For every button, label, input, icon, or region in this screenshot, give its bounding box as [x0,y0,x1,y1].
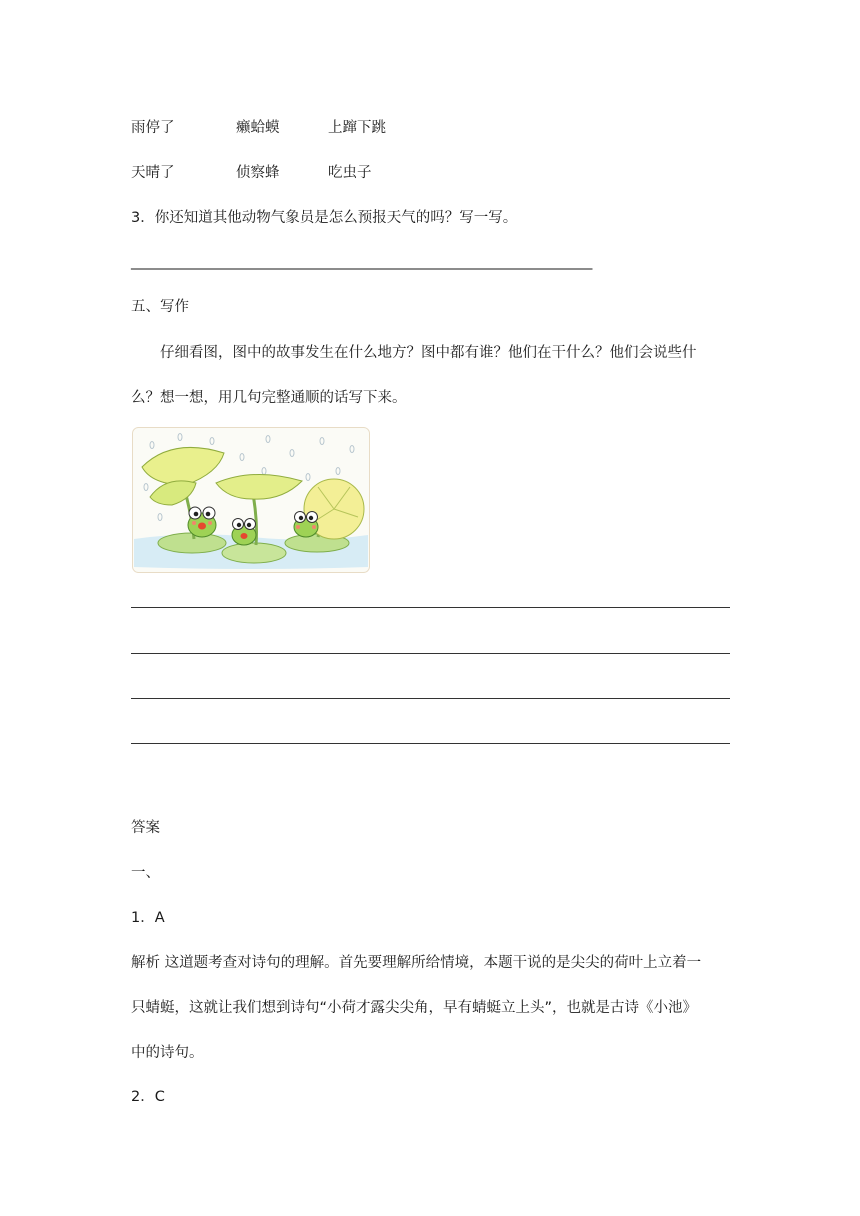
match-row2-col1: 天晴了 [131,165,175,181]
answer-1: 1．A [131,910,165,926]
writing-answer-line-3 [131,698,730,699]
analysis-line-3: 中的诗句。 [131,1045,204,1061]
answer-2: 2．C [131,1089,165,1105]
question-3: 3．你还知道其他动物气象员是怎么预报天气的吗？写一写。 [131,210,518,226]
match-row2-col3: 吃虫子 [328,165,372,181]
writing-answer-line-1 [131,607,730,608]
analysis-line-2: 只蜻蜓，这就让我们想到诗句“小荷才露尖尖角，早有蜻蜓立上头”，也就是古诗《小池》 [131,1000,698,1016]
section-heading-writing: 五、写作 [131,299,189,315]
question-3-answer-blank: ________________________________________________________________________ [131,254,592,270]
match-row2-col2: 侦察蜂 [236,165,280,181]
answers-heading: 答案 [131,820,160,836]
writing-answer-line-4 [131,743,730,744]
match-row1-col2: 癞蛤蟆 [236,120,280,136]
writing-prompt-line2: 么？想一想，用几句完整通顺的话写下来。 [131,390,407,406]
answers-section-1: 一、 [131,865,160,881]
match-row1-col1: 雨停了 [131,120,175,136]
analysis-line-1: 解析 这道题考查对诗句的理解。首先要理解所给情境，本题干说的是尖尖的荷叶上立着一 [131,955,702,971]
match-row1-col3: 上蹿下跳 [328,120,386,136]
writing-prompt-line1: 仔细看图，图中的故事发生在什么地方？图中都有谁？他们在干什么？他们会说些什 [160,345,697,361]
frogs-in-rain-illustration [132,427,370,573]
writing-answer-line-2 [131,653,730,654]
